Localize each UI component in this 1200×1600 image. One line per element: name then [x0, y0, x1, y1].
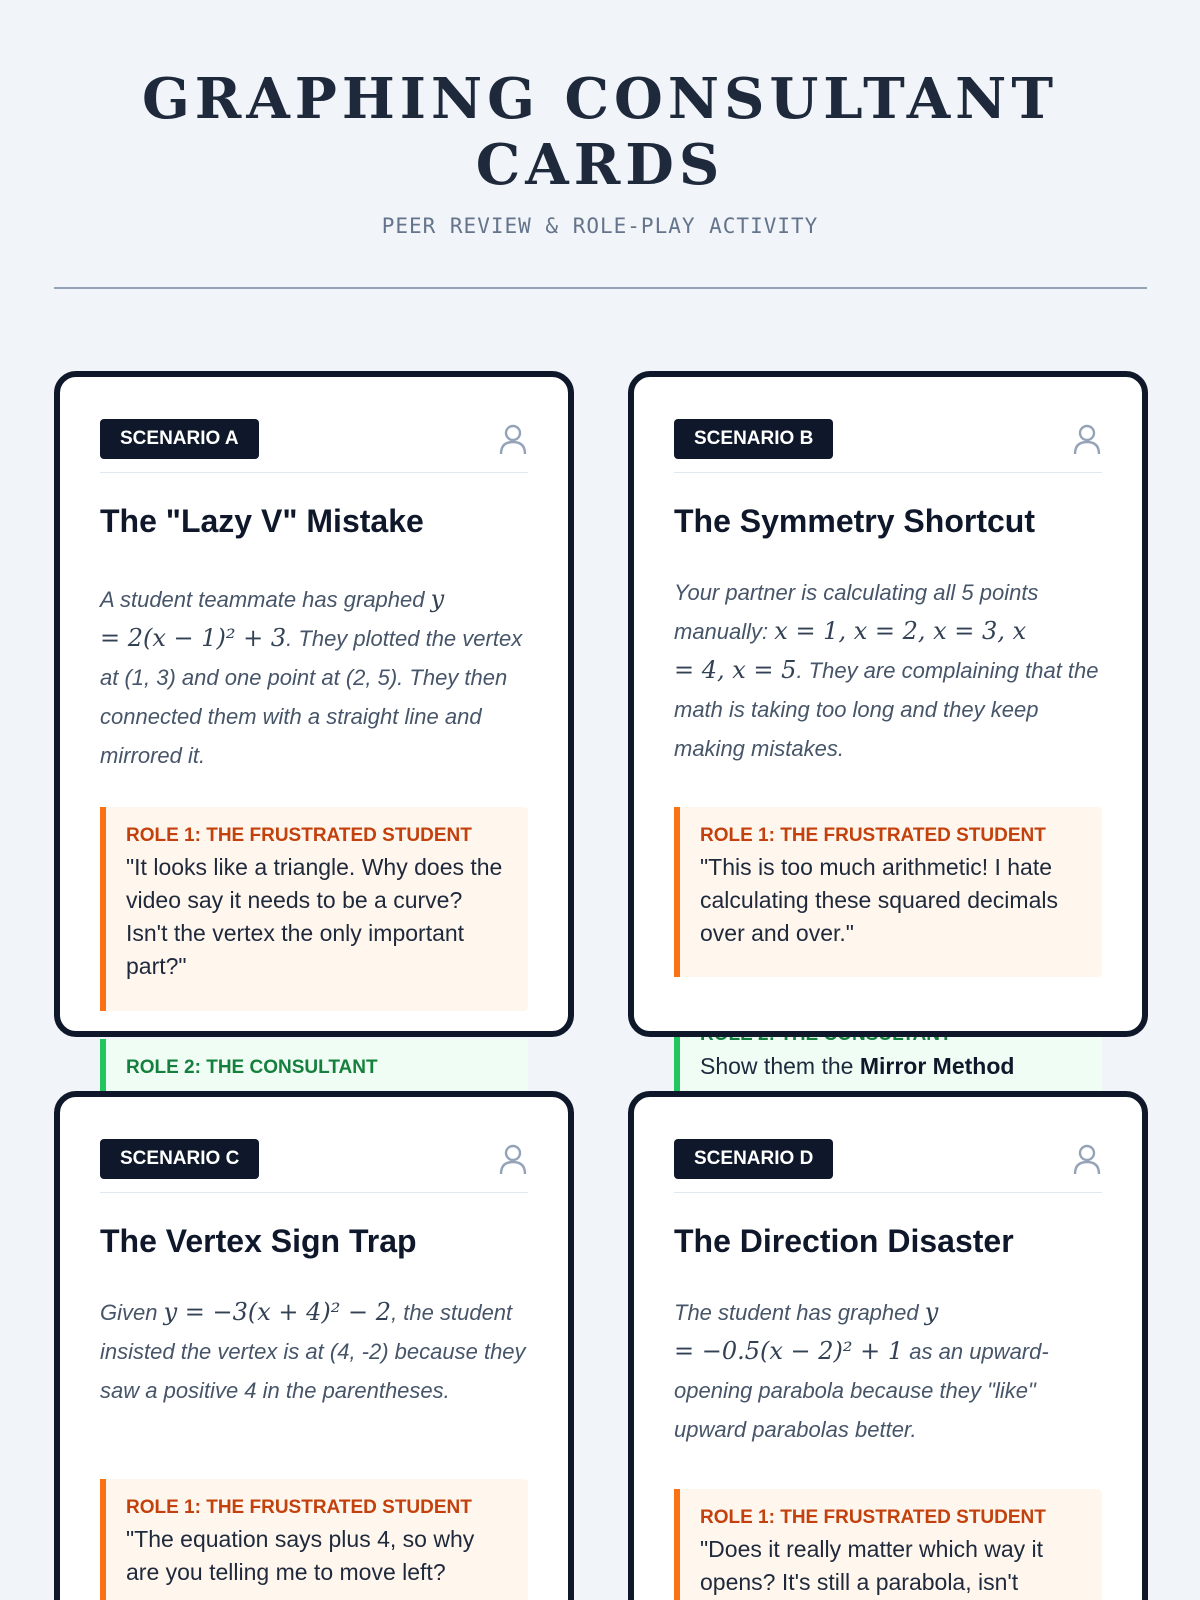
card-tag-row: [100, 419, 528, 473]
scenario-tag: SCENARIO B: [674, 419, 833, 459]
role-quote: [700, 1050, 1082, 1083]
scenario-card-c: [54, 1091, 574, 1600]
desc-text: The student has graphed: [674, 1300, 925, 1325]
header-divider: [54, 287, 1147, 289]
desc-math: = 4, x = 5: [674, 656, 797, 684]
role-title: ROLE 1: THE FRUSTRATED STUDENT: [700, 825, 1046, 846]
scenario-tag: SCENARIO A: [100, 419, 259, 459]
user-icon: [498, 423, 528, 455]
role-title: ROLE 1: THE FRUSTRATED STUDENT: [126, 825, 472, 846]
page-title: GRAPHING CONSULTANT CARDS: [141, 66, 1059, 198]
role-quote: "The equation says plus 4, so why are you telling me to move left?: [126, 1526, 475, 1585]
desc-text: A student teammate has graphed: [100, 587, 431, 612]
scenario-description: [674, 573, 1114, 768]
role-title: ROLE 2: THE CONSULTANT: [126, 1057, 378, 1078]
role-quote: "It looks like a triangle. Why does the video say it needs to be a curve? Isn't the vertex the only important part?": [126, 854, 503, 979]
student-role-box: [674, 1489, 1102, 1600]
role-quote: "This is too much arithmetic! I hate calculating these squared decimals over and over.": [700, 854, 1058, 946]
desc-math: = 2(x − 1)² + 3: [100, 624, 287, 652]
user-icon: [1072, 1143, 1102, 1175]
desc-text: Your partner is calculating all 5 points manually:: [674, 580, 1039, 644]
scenario-title: The Symmetry Shortcut: [674, 503, 1035, 539]
desc-text: as an upward-opening parabola because they "like" upward parabolas better.: [674, 1339, 1049, 1442]
scenario-card-d: [628, 1091, 1148, 1600]
scenario-title: The Direction Disaster: [674, 1223, 1014, 1259]
desc-math: y: [924, 1298, 939, 1326]
user-icon: [498, 1143, 528, 1175]
scenario-tag: SCENARIO D: [674, 1139, 833, 1179]
student-role-box: [100, 807, 528, 1011]
card-body: [54, 1091, 574, 1600]
desc-text: . They are complaining that the math is taking too long and they keep making mistakes.: [674, 658, 1099, 761]
role-text-part: Show them the: [700, 1053, 860, 1079]
card-body: [628, 371, 1148, 1037]
scenario-description: [100, 1293, 540, 1410]
card-tag-row: [100, 1139, 528, 1193]
scenario-description: [100, 580, 530, 775]
role-quote: "Does it really matter which way it opens? It's still a parabola, isn't: [700, 1536, 1044, 1595]
role-text-emphasis: Mirror Method: [859, 1053, 1015, 1079]
scenario-card-a: [54, 371, 574, 1091]
scenario-title: The Vertex Sign Trap: [100, 1223, 417, 1259]
desc-text: Given: [100, 1300, 164, 1325]
consultant-role-box: [100, 1039, 528, 1099]
desc-math: y = −3(x + 4)² − 2: [163, 1298, 392, 1326]
card-body: [628, 1091, 1148, 1600]
card-body: [54, 371, 574, 1037]
student-role-box: [100, 1479, 528, 1600]
role-title: ROLE 1: THE FRUSTRATED STUDENT: [700, 1507, 1046, 1528]
desc-math: = −0.5(x − 2)² + 1: [674, 1337, 904, 1365]
card-tag-row: [674, 419, 1102, 473]
desc-math: y: [430, 585, 445, 613]
role-title: ROLE 1: THE FRUSTRATED STUDENT: [126, 1497, 472, 1518]
desc-text: , the student insisted the vertex is at (4, -2) because they saw a positive 4 in the parentheses.: [100, 1300, 526, 1403]
scenario-tag: SCENARIO C: [100, 1139, 259, 1179]
card-tag-row: [674, 1139, 1102, 1193]
desc-math: x = 1, x = 2, x = 3, x: [774, 617, 1027, 645]
student-role-box: [674, 807, 1102, 977]
user-icon: [1072, 423, 1102, 455]
scenario-card-b: [628, 371, 1148, 1091]
desc-text: . They plotted the vertex at (1, 3) and one point at (2, 5). They then connected them with a straight line and mirrored it.: [100, 626, 523, 768]
scenario-title: The "Lazy V" Mistake: [100, 503, 424, 539]
scenario-description: [674, 1293, 1114, 1449]
page-subtitle: PEER REVIEW & ROLE-PLAY ACTIVITY: [381, 214, 819, 238]
